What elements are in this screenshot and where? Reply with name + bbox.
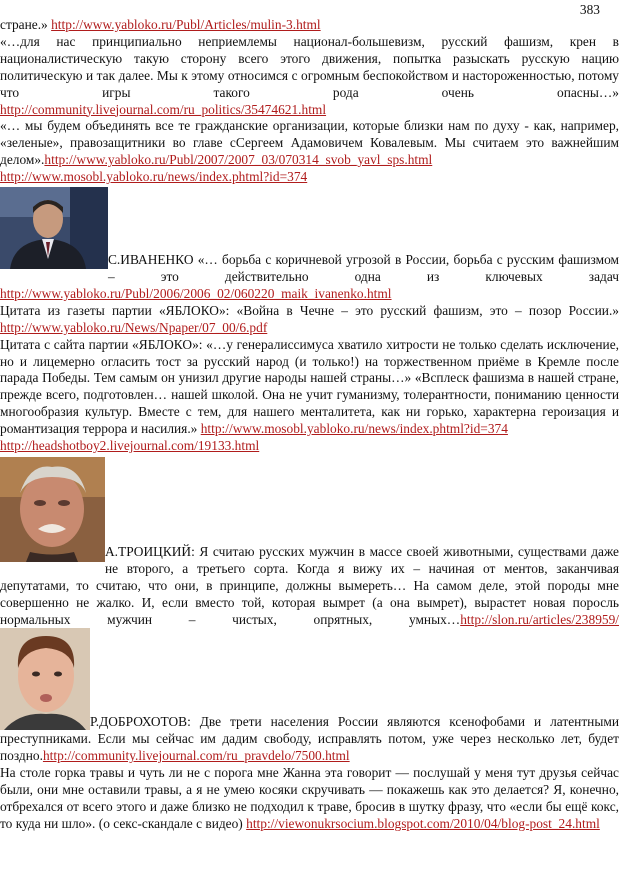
paragraph-11: А.ТРОИЦКИЙ: Я считаю русских мужчин в массе своей животными, существами даже не второго, а третьего сорта. Когда я вижу их – начиная от ментов, заканчивая депутатами, то считаю, что они, в принципе, должны вымереть… На самом деле, этой породы мне совершенно не жалко. И, если вместо той, которая вымрет (а она вымрет), вырастет новая поросль нормальных мужчин – чистых, опрятных, умных…http://slon.ru/articles/238959/ (0, 543, 619, 627)
paragraph-1: стране.» http://www.yabloko.ru/Publ/Articles/mulin-3.html (0, 17, 321, 32)
paragraph-6: С.ИВАНЕНКО «… борьба с коричневой угрозой в России, борьба с русским фашизмом – это действительно одна из ключевых задач (108, 252, 619, 284)
link-pravdelo[interactable]: http://community.livejournal.com/ru_pravdelo/7500.html (42, 748, 350, 764)
paragraph-12: Р.ДОБРОХОТОВ: Две трети населения России являются ксенофобами и латентными преступниками. Если мы сейчас им дадим свободу, исправлять потом, уже через несколько лет, будет поздно.http://community.livejournal.com/ru_pravdelo/7500.html (0, 714, 619, 764)
link-headshotboy[interactable]: http://headshotboy2.livejournal.com/19133.html (0, 438, 260, 454)
document-body (0, 17, 619, 833)
link-ivanenko[interactable]: http://www.yabloko.ru/Publ/2006/2006_02/060220_maik_ivanenko.html (0, 285, 392, 301)
paragraph-7 (0, 286, 619, 303)
section-troitsky (0, 455, 619, 629)
paragraph-9: Цитата с сайта партии «ЯБЛОКО»: «…у генералиссимуса хватило хитрости не только сделать исключение, но и лицемерно огласить тост за русский народ (и только!) на торжественном приёме в Кремле после парада Победы. Тем самым он унизил другие народы нашей страны…» «Всплеск фашизма в нашей стране, прежде всего, подготовлен… нашей школой. Она не учит гуманизму, толерантности, пониманию ценности многообразия культур. Вместе с тем, для нашего менталитета, как ни горько, характерна героизация и романтизация террора и насилия.» http://www.mosobl.yabloko.ru/news/index.phtml?id=374 (0, 336, 619, 437)
paragraph-5 (0, 169, 619, 186)
link-mulin[interactable]: http://www.yabloko.ru/Publ/Articles/mulin-3.html (51, 17, 321, 32)
page-number: 383 (579, 2, 600, 17)
section-dobrokhotov (0, 628, 619, 765)
paragraph-4: «… мы будем объединять все те гражданские организации, которые близки нам по духу - как, например, «зеленые», правозащитники во главе сСергеем Адамовичем Ковалевым. Мы считаем это важнейшим делом».http://www.yabloko.ru/Publ/2007/2007_03/070314_svob_yavl_sps.html (0, 118, 619, 168)
link-svob-yavl[interactable]: http://www.yabloko.ru/Publ/2007/2007_03/070314_svob_yavl_sps.html (44, 152, 433, 168)
section-ivanenko (0, 186, 619, 286)
paragraph-13: На столе горка травы и чуть ли не с порога мне Жанна эта говорит — послушай у меня тут друзья сейчас были, они мне оставили травы, а я не умею косяки скручивать — покажешь как это делается? Я, конечно, отбрехался от всего этого и даже близко не подходил к траве, бросив в шутку фразу, что «если бы ещё кокс, то куда ни шло». (о секс-скандале с видео) http://viewonukrsocium.blogspot.com/2010/04/blog-post_24.html (0, 765, 619, 831)
portrait-ivanenko (0, 187, 108, 269)
link-viewonukrsocium[interactable]: http://viewonukrsocium.blogspot.com/2010/04/blog-post_24.html (246, 815, 600, 831)
link-ru-politics[interactable]: http://community.livejournal.com/ru_politics/35474621.html (0, 101, 327, 117)
paragraph-10 (0, 438, 619, 455)
link-mosobl-1[interactable]: http://www.mosobl.yabloko.ru/news/index.phtml?id=374 (0, 169, 308, 185)
portrait-dobrokhotov (0, 628, 90, 730)
portrait-troitsky (0, 457, 105, 562)
link-slon[interactable]: http://slon.ru/articles/238959/ (460, 611, 619, 627)
link-npaper[interactable]: http://www.yabloko.ru/News/Npaper/07_00/6.pdf (0, 319, 268, 335)
paragraph-2: «…для нас принципиально неприемлемы национал-большевизм, русский фашизм, крен в националистическую такую сторону всего этого движения, попытка разыскать русскую нацию политическую и так далее. Мы к этому относимся с огромным беспокойством и настороженностью, потому что игры такого рода очень опасны…» (0, 33, 619, 100)
link-mosobl-2[interactable]: http://www.mosobl.yabloko.ru/news/index.phtml?id=374 (200, 421, 508, 437)
paragraph-3 (0, 102, 619, 119)
paragraph-8: Цитата из газеты партии «ЯБЛОКО»: «Война в Чечне – это русский фашизм, это – позор России.» http://www.yabloko.ru/News/Npaper/07_00/6.pdf (0, 302, 619, 335)
